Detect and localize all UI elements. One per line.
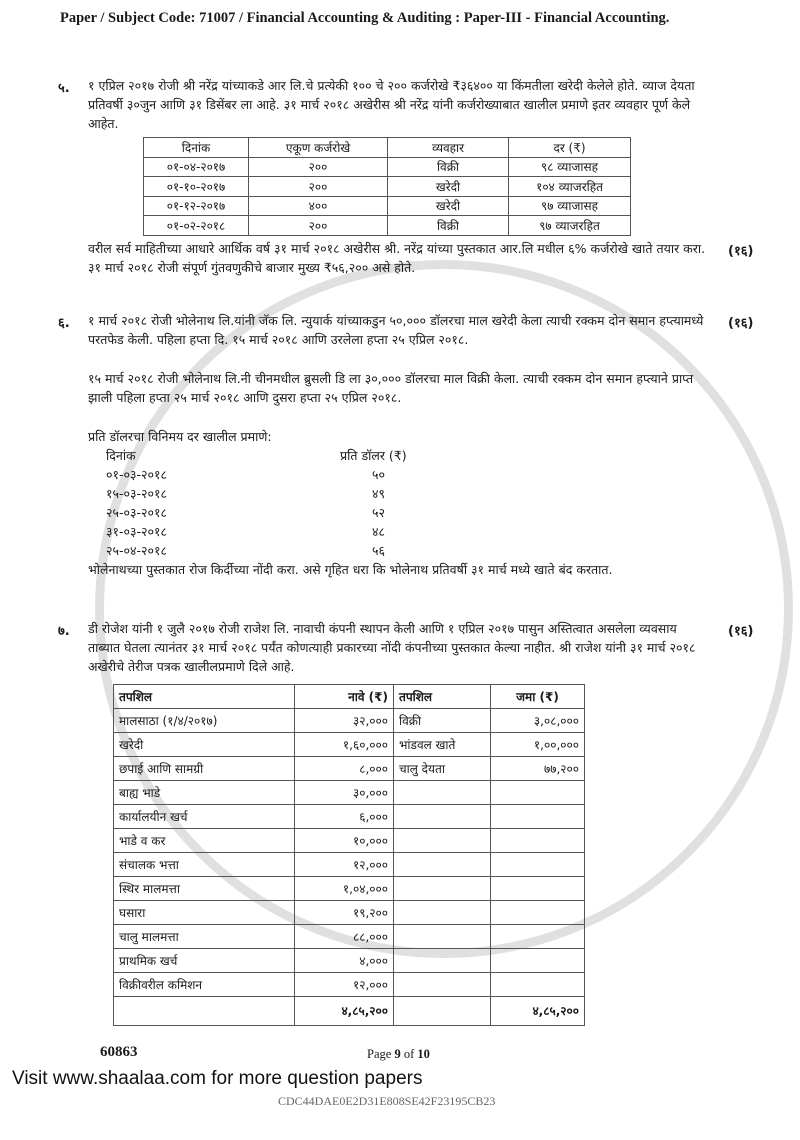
question-7 [0,619,754,1026]
cell [491,828,585,852]
table-row [114,828,585,852]
cell: ३,०८,००० [491,708,585,732]
cell: विक्री [388,216,509,236]
cell [491,852,585,876]
exchange-rates-title: प्रति डॉलरचा विनिमय दर खालील प्रमाणे: [88,428,272,444]
cell: ७७,२०० [491,756,585,780]
cell: प्राथमिक खर्च [114,948,295,972]
rate-value: ५२ [372,504,386,520]
cell: घसारा [114,900,295,924]
question-6-number: ६. [58,315,70,331]
rate-date: ०१-०३-२०१८ [106,466,168,482]
cell: १०४ व्याजरहित [509,177,631,197]
question-5-task: वरील सर्व माहितीच्या आधारे आर्थिक वर्ष ३१ मार्च २०१८ अखेरीस श्री. नरेंद्र यांच्या पुस्तकात आर.लि मधील ६% कर्जरोखे खाते तयार करा. ३१ मार्च २०१८ रोजी संपूर्ण गुंतवणुकीचे बाजार मुख्य ₹५६,२०० असे होते. [88,240,706,275]
cell [394,924,491,948]
rate-value: ५० [372,466,386,482]
cell: २०० [249,177,388,197]
cell: ४,००० [295,948,394,972]
table-row [114,900,585,924]
cell [394,780,491,804]
cell [491,972,585,996]
cell: १०,००० [295,828,394,852]
cell [394,828,491,852]
cell: कार्यालयीन खर्च [114,804,295,828]
column-header: व्यवहार [388,138,509,158]
question-6-marks: (१६) [728,315,754,331]
cell [491,948,585,972]
table-row [144,177,631,197]
exchange-rates-list [106,446,713,560]
visit-shaalaa-link[interactable]: Visit www.shaalaa.com for more question papers [12,1067,423,1089]
cell: भाडे व कर [114,828,295,852]
cell: स्थिर मालमत्ता [114,876,295,900]
cell [491,876,585,900]
question-6-task: भोलेनाथच्या पुस्तकात रोज किर्दीच्या नोंदी करा. असे गृहित धरा कि भोलेनाथ प्रतिवर्षी ३१ मार्च मध्ये खाते बंद करतात. [88,561,613,577]
cell: खरेदी [114,732,295,756]
cell [394,876,491,900]
cell: ३०,००० [295,780,394,804]
column-header: एकूण कर्जरोखे [249,138,388,158]
totals-row [114,996,585,1025]
table-row [114,804,585,828]
cell: विक्रीवरील कमिशन [114,972,295,996]
cell: ०१-०२-२०१८ [144,216,249,236]
trial-balance-table [113,684,585,1026]
page-footer [0,1044,800,1124]
question-6-para2: १५ मार्च २०१८ रोजी भोलेनाथ लि.नी चीनमधील ब्रुसली डि ला ३०,००० डॉलरचा माल विक्री केला. त्याची रक्कम दोन समान हप्त्याने प्राप्त झाली पहिला हप्ता २५ मार्च २०१८ आणि दुसरा हप्ता २५ एप्रिल २०१८. [88,370,694,405]
rate-date: २५-०४-२०१८ [106,542,168,558]
cell: बाह्य भाडे [114,780,295,804]
column-header: तपशिल [394,684,491,708]
column-header: जमा (₹) [491,684,585,708]
cell [491,900,585,924]
cell: चालु देयता [394,756,491,780]
rate-value: ५६ [372,542,386,558]
column-header: दर (₹) [509,138,631,158]
cell [114,996,295,1025]
table-row [144,157,631,177]
cell: १२,००० [295,852,394,876]
cell [491,804,585,828]
column-header: दिनांक [144,138,249,158]
rate-date: ३१-०३-२०१८ [106,523,168,539]
cell: ९७ व्याजासह [509,196,631,216]
table-row [114,756,585,780]
rate-value: ४९ [372,485,386,501]
table-header-row [114,684,585,708]
question-6 [0,311,754,579]
rate-date: २५-०३-२०१८ [106,504,168,520]
cell: २०० [249,216,388,236]
column-header: तपशिल [114,684,295,708]
cell: ९८ व्याजासह [509,157,631,177]
page-current: 9 [394,1046,401,1061]
question-7-intro: डी रोजेश यांनी १ जुलै २०१७ रोजी राजेश लि. नावाची कंपनी स्थापन केली आणि १ एप्रिल २०१७ पासुन अस्तित्वात असलेला व्यवसाय ताब्यात घेतला त्यानंतर ३१ मार्च २०१८ पर्यंत कोणत्याही प्रकारच्या नोंदी कंपनीच्या पुस्तकात केल्या नाहीत. श्री राजेश यांनी ३१ मार्च २०१८ अखेरीचे तेरीज पत्रक खालीलप्रमाणे दिले आहे. [88,620,696,674]
cell: ६,००० [295,804,394,828]
cell [394,900,491,924]
cell: ९७ व्याजरहित [509,216,631,236]
cell: ०१-०४-२०१७ [144,157,249,177]
table-row [114,732,585,756]
table-row [114,972,585,996]
cell: १,००,००० [491,732,585,756]
table-row [114,876,585,900]
table-row [144,216,631,236]
question-7-number: ७. [58,623,70,639]
cell: ४०० [249,196,388,216]
cell [394,852,491,876]
cell: विक्री [394,708,491,732]
cell: १२,००० [295,972,394,996]
table-row [144,196,631,216]
question-5-intro: १ एप्रिल २०१७ रोजी श्री नरेंद्र यांच्याकडे आर लि.चे प्रत्येकी १०० चे २०० कर्जरोखे ₹३६४०० या किंमतीला खरेदी केलेले होते. व्याज देयता प्रतिवर्षी ३०जुन आणि ३१ डिसेंबर ला आहे. ३१ मार्च २०१८ अखेरीस श्री नरेंद्र यांनी कर्जरोख्याबात खालील प्रमाणे इतर व्यवहार पूर्ण केले आहेत. [88,78,695,131]
cell: ८८,००० [295,924,394,948]
debenture-transactions-table [143,137,631,236]
page-of: of [400,1046,418,1061]
cell: छपाई आणि सामग्री [114,756,295,780]
cell [491,780,585,804]
cell: १९,२०० [295,900,394,924]
table-row [114,924,585,948]
question-7-marks: (१६) [728,623,754,639]
table-row [114,852,585,876]
rates-header-date: दिनांक [106,447,136,463]
question-6-para1: १ मार्च २०१८ रोजी भोलेनाथ लि.यांनी जॅक लि. न्युयार्क यांच्याकडुन ५०,००० डॉलरचा माल खरेदी केला त्याची रक्कम दोन समान हप्त्यामध्ये परतफेड केली. पहिला हप्ता दि. १५ मार्च २०१८ आणि उरलेला हप्ता २५ एप्रिल २०१८. [88,312,704,347]
cell: भांडवल खाते [394,732,491,756]
cell: चालु मालमत्ता [114,924,295,948]
page-number [367,1047,430,1062]
column-header: नावे (₹) [295,684,394,708]
cell: १,०४,००० [295,876,394,900]
page-total: 10 [417,1046,430,1061]
cell: मालसाठा (१/४/२०१७) [114,708,295,732]
table-row [114,780,585,804]
table-row [114,708,585,732]
cell: २०० [249,157,388,177]
cell: १,६०,००० [295,732,394,756]
cell: ३२,००० [295,708,394,732]
cell: ०१-१०-२०१७ [144,177,249,197]
question-5-marks: (१६) [728,243,754,259]
cell: खरेदी [388,177,509,197]
page-header: Paper / Subject Code: 71007 / Financial Accounting & Auditing : Paper-III - Financial Accounting. [60,10,670,26]
cell [394,972,491,996]
rate-value: ४८ [372,523,386,539]
question-5-number: ५. [58,81,70,96]
cell: संचालक भत्ता [114,852,295,876]
page-prefix: Page [367,1046,395,1061]
table-header-row [144,138,631,158]
cell: ०१-१२-२०१७ [144,196,249,216]
rate-date: १५-०३-२०१८ [106,485,168,501]
table-row [114,948,585,972]
cell: विक्री [388,157,509,177]
cell: ८,००० [295,756,394,780]
cell [394,804,491,828]
cell: ४,८५,२०० [295,996,394,1025]
cell: ४,८५,२०० [491,996,585,1025]
cell [394,948,491,972]
paper-code: 60863 [100,1043,138,1060]
cell: खरेदी [388,196,509,216]
cell [491,924,585,948]
rates-header-value: प्रति डॉलर (₹) [340,447,407,463]
question-5 [0,76,754,277]
document-hash: CDC44DAE0E2D31E808SE42F23195CB23 [278,1093,496,1108]
cell [394,996,491,1025]
